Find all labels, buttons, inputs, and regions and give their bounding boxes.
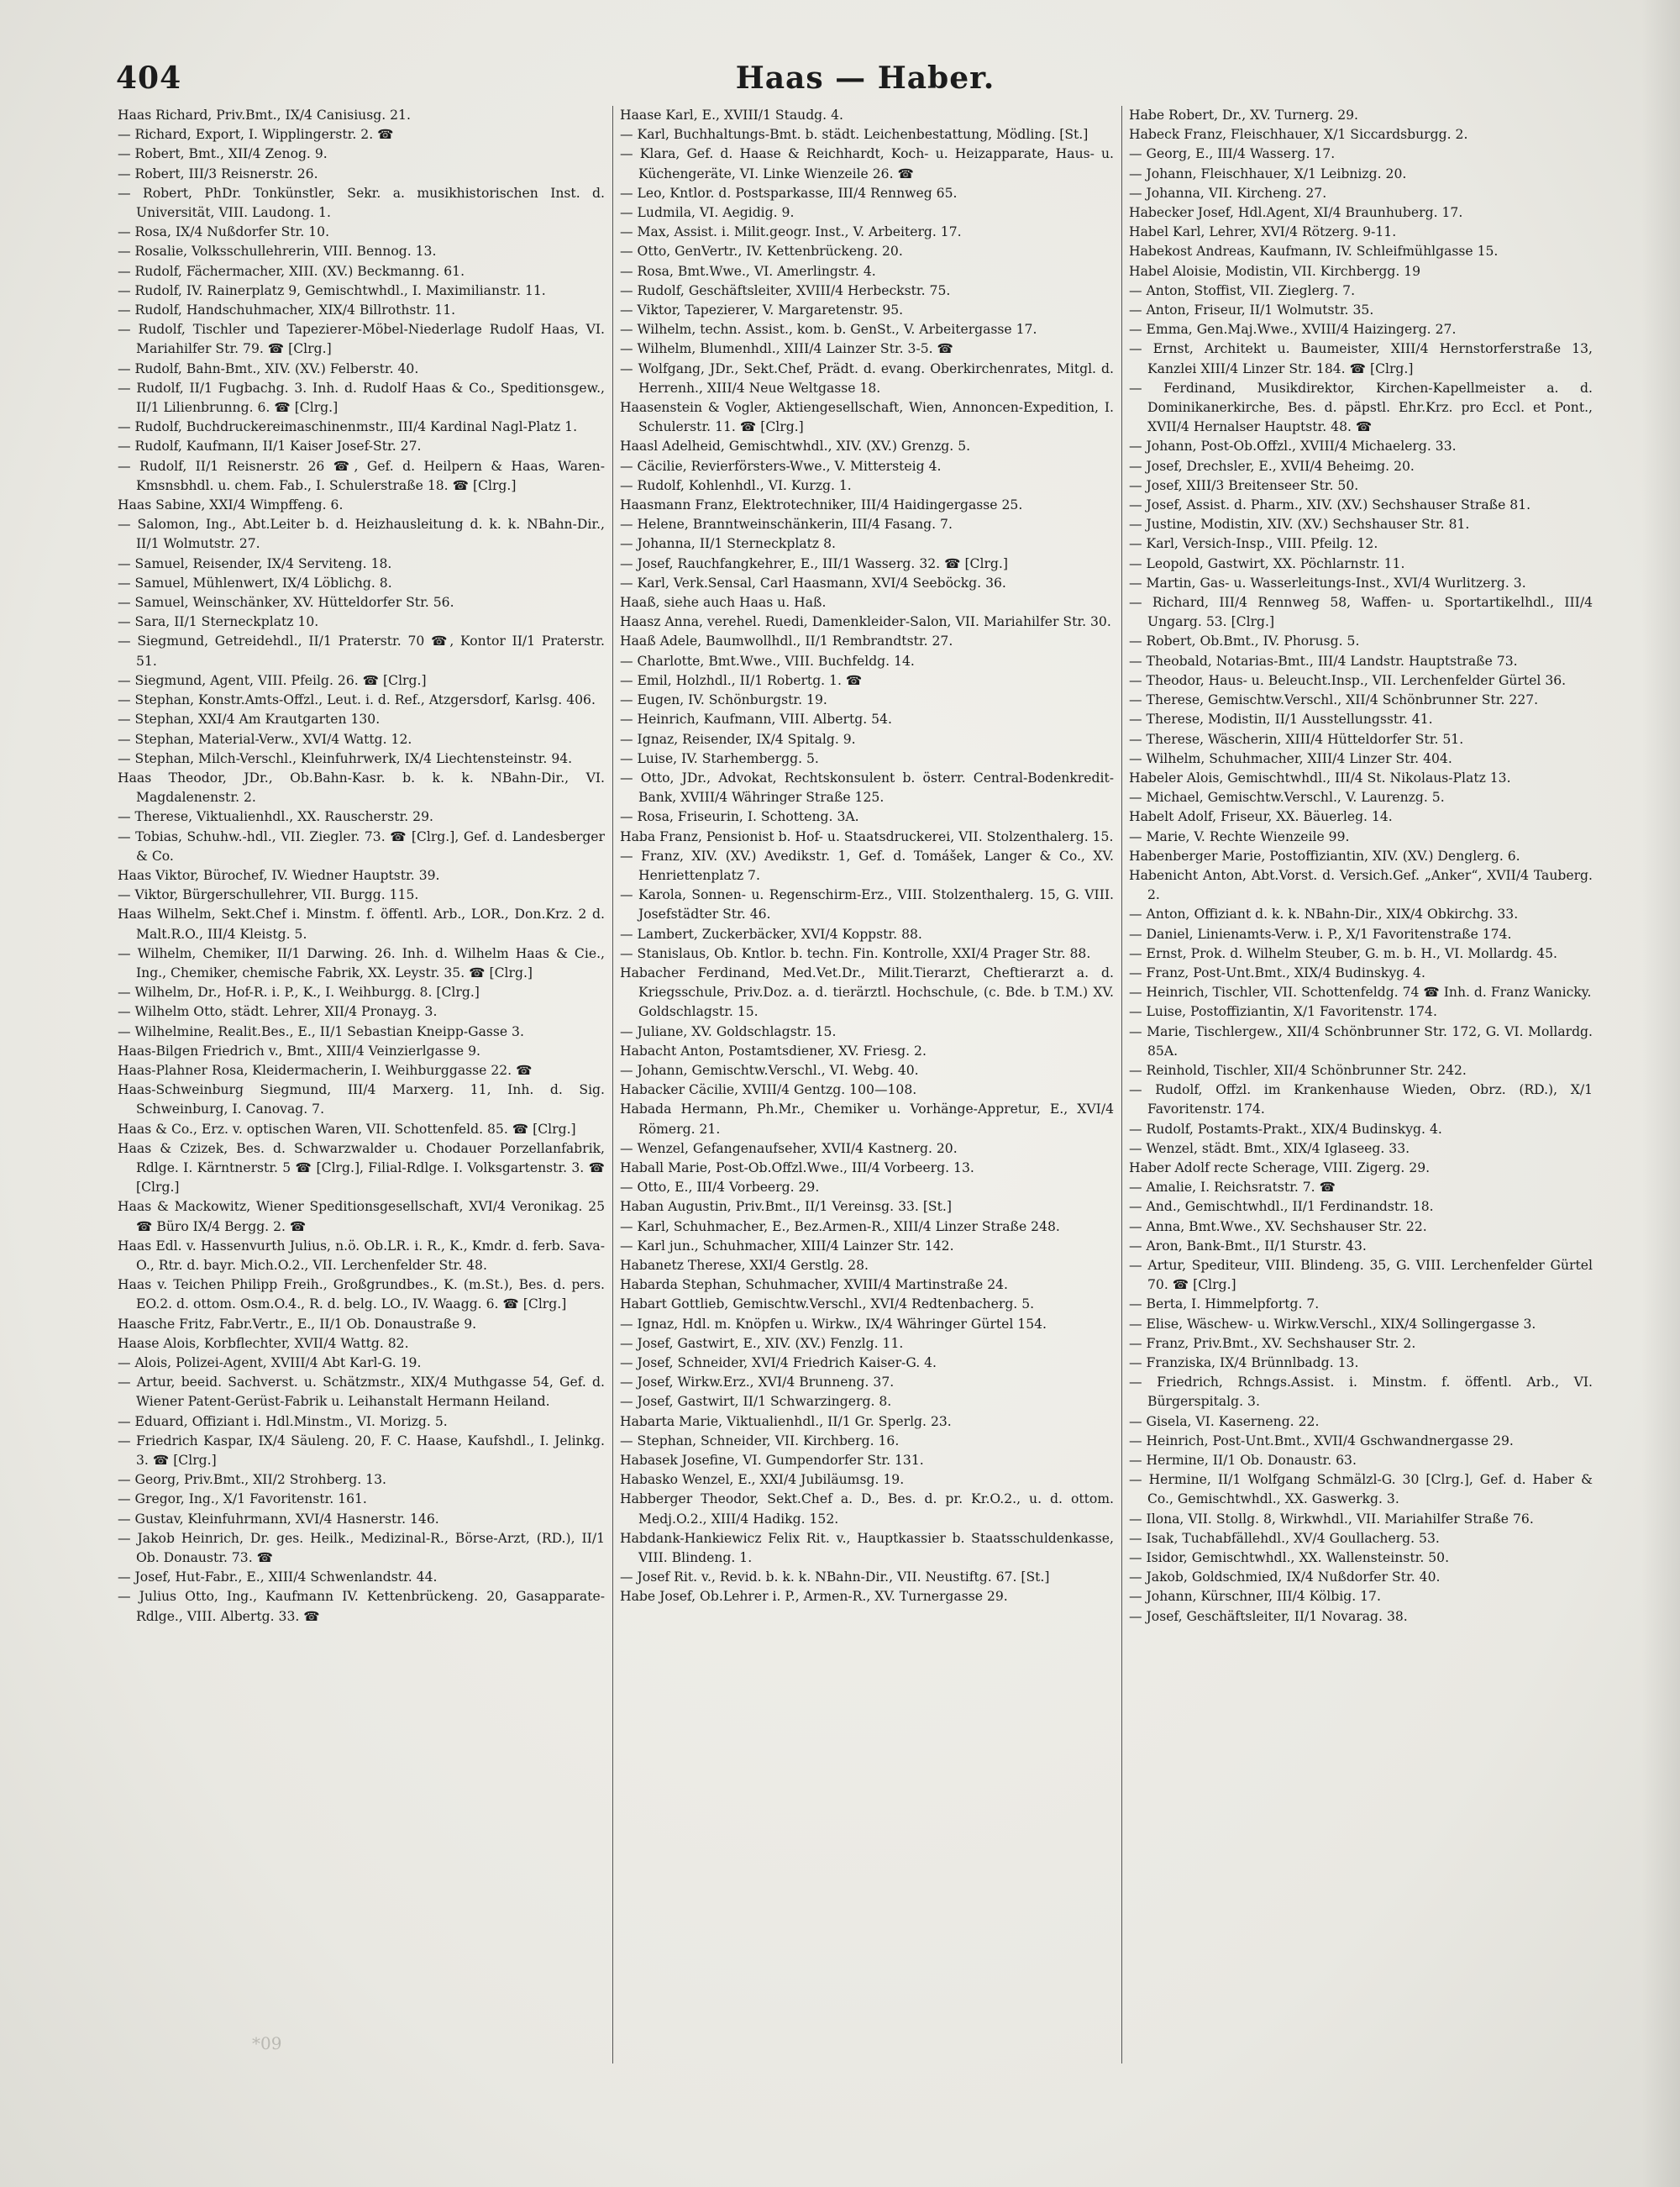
directory-entry: Haase Karl, E., XVIII/1 Staudg. 4. bbox=[620, 108, 843, 123]
directory-entry: — Rudolf, IV. Rainerplatz 9, Gemischtwhdl., I. Maximilianstr. 11. bbox=[118, 282, 546, 298]
directory-entry: — Rosa, Friseurin, I. Schotteng. 3A. bbox=[620, 809, 859, 825]
directory-entry: — Ludmila, VI. Aegidig. 9. bbox=[620, 205, 795, 221]
directory-entry: — Josef, Schneider, XVI/4 Friedrich Kaiser-G. 4. bbox=[620, 1355, 937, 1370]
directory-entry: — Josef, XIII/3 Breitenseer Str. 50. bbox=[1129, 477, 1359, 493]
directory-entry: — Heinrich, Tischler, VII. Schottenfeldg. 74 ☎ Inh. d. Franz Wanicky. bbox=[1129, 985, 1592, 1001]
directory-entry: — Klara, Gef. d. Haase & Reichhardt, Koch- u. Heizapparate, Haus- u. Küchengeräte, VI. Linke Wienzeile 26. ☎ bbox=[620, 146, 1114, 181]
directory-entry: — Samuel, Reisender, IX/4 Serviteng. 18. bbox=[118, 555, 392, 571]
directory-entry: — Leo, Kntlor. d. Postsparkasse, III/4 Rennweg 65. bbox=[620, 185, 958, 201]
directory-entry: — Rudolf, Kaufmann, II/1 Kaiser Josef-Str. 27. bbox=[118, 439, 422, 455]
directory-entry: — Otto, E., III/4 Vorbeerg. 29. bbox=[620, 1180, 820, 1196]
directory-entry: Habe Josef, Ob.Lehrer i. P., Armen-R., XV. Turnergasse 29. bbox=[620, 1589, 1008, 1605]
directory-entry: — Charlotte, Bmt.Wwe., VIII. Buchfeldg. 14. bbox=[620, 653, 915, 669]
directory-entry: — Emma, Gen.Maj.Wwe., XVIII/4 Haizingerg. 27. bbox=[1129, 322, 1457, 338]
directory-entry: — Luise, Postoffiziantin, X/1 Favoritenstr. 174. bbox=[1129, 1004, 1437, 1020]
directory-entry: — Anna, Bmt.Wwe., XV. Sechshauser Str. 22. bbox=[1129, 1218, 1427, 1234]
directory-entry: Haas Edl. v. Hassenvurth Julius, n.ö. Ob.LR. i. R., K., Kmdr. d. ferb. Sava-O., Rtr. d. bayr. Mich.O.2., VII. Lerchenfelder Str. 48. bbox=[118, 1238, 605, 1273]
directory-entry: — Johanna, II/1 Sterneckplatz 8. bbox=[620, 536, 836, 552]
directory-entry: — Sara, II/1 Sterneckplatz 10. bbox=[118, 614, 319, 630]
directory-entry: Habacker Cäcilie, XVIII/4 Gentzg. 100—108. bbox=[620, 1082, 917, 1098]
directory-entry: — Wilhelm, Schuhmacher, XIII/4 Linzer Str. 404. bbox=[1129, 750, 1452, 766]
directory-entry: — Robert, Bmt., XII/4 Zenog. 9. bbox=[118, 146, 328, 162]
directory-column-1 bbox=[118, 106, 605, 2063]
directory-entry: — Karl, Buchhaltungs-Bmt. b. städt. Leichenbestattung, Mödling. [St.] bbox=[620, 127, 1089, 143]
directory-entry: Habacht Anton, Postamtsdiener, XV. Friesg. 2. bbox=[620, 1043, 927, 1059]
directory-entry: Habarda Stephan, Schuhmacher, XVIII/4 Martinstraße 24. bbox=[620, 1277, 1009, 1293]
directory-entry: — Rudolf, Postamts-Prakt., XIX/4 Budinskyg. 4. bbox=[1129, 1121, 1442, 1137]
directory-entry: Habada Hermann, Ph.Mr., Chemiker u. Vorhänge-Appretur, E., XVI/4 Römerg. 21. bbox=[620, 1101, 1114, 1137]
directory-entry: Haas v. Teichen Philipp Freih., Großgrundbes., K. (m.St.), Bes. d. pers. EO.2. d. ottom. Osm.O.4., R. d. belg. LO., IV. Waagg. 6. ☎ [Clrg.] bbox=[118, 1277, 605, 1312]
directory-entry: — Karl, Versich-Insp., VIII. Pfeilg. 12. bbox=[1129, 536, 1378, 552]
directory-entry: — Friedrich, Rchngs.Assist. i. Minstm. f. öffentl. Arb., VI. Bürgerspitalg. 3. bbox=[1129, 1375, 1593, 1410]
directory-entry: — Franz, XIV. (XV.) Avedikstr. 1, Gef. d. Tomášek, Langer & Co., XV. Henriettenplatz 7. bbox=[620, 848, 1114, 883]
directory-entry: Haas Viktor, Bürochef, IV. Wiedner Hauptstr. 39. bbox=[118, 867, 440, 883]
directory-entry: — Rudolf, II/1 Fugbachg. 3. Inh. d. Rudolf Haas & Co., Speditionsgew., II/1 Lilienbrunng. 6. ☎ [Clrg.] bbox=[118, 380, 605, 416]
directory-entry: — Julius Otto, Ing., Kaufmann IV. Kettenbrückeng. 20, Gasapparate-Rdlge., VIII. Albertg. 33. ☎ bbox=[118, 1589, 605, 1624]
directory-entry: — Karl, Verk.Sensal, Carl Haasmann, XVI/4 Seeböckg. 36. bbox=[620, 575, 1006, 591]
directory-entry: Habecker Josef, Hdl.Agent, XI/4 Braunhuberg. 17. bbox=[1129, 205, 1463, 221]
directory-entry: — Heinrich, Post-Unt.Bmt., XVII/4 Gschwandnergasse 29. bbox=[1129, 1433, 1514, 1448]
directory-entry: — Therese, Modistin, II/1 Ausstellungsstr. 41. bbox=[1129, 712, 1433, 728]
directory-entry: — Isidor, Gemischtwhdl., XX. Wallensteinstr. 50. bbox=[1129, 1550, 1450, 1566]
directory-entry: — Stephan, Milch-Verschl., Kleinfuhrwerk, IX/4 Liechtensteinstr. 94. bbox=[118, 750, 573, 766]
directory-entry: Haba Franz, Pensionist b. Hof- u. Staatsdruckerei, VII. Stolzenthalerg. 15. bbox=[620, 828, 1114, 844]
directory-entry: — Rudolf, Offzl. im Krankenhause Wieden, Obrz. (RD.), X/1 Favoritenstr. 174. bbox=[1129, 1082, 1593, 1117]
directory-entry: Haasmann Franz, Elektrotechniker, III/4 Haidingergasse 25. bbox=[620, 497, 1023, 513]
directory-entry: Habel Aloisie, Modistin, VII. Kirchbergg. 19 bbox=[1129, 263, 1421, 279]
directory-entry: — Therese, Viktualienhdl., XX. Rauscherstr. 29. bbox=[118, 809, 433, 825]
directory-entry: — Martin, Gas- u. Wasserleitungs-Inst., XVI/4 Wurlitzerg. 3. bbox=[1129, 575, 1526, 591]
directory-entry: — Siegmund, Getreidehdl., II/1 Praterstr. 70 ☎, Kontor II/1 Praterstr. 51. bbox=[118, 633, 605, 669]
directory-entry: — Isak, Tuchabfällehdl., XV/4 Goullacherg. 53. bbox=[1129, 1530, 1440, 1546]
directory-entry: — Josef, Drechsler, E., XVII/4 Beheimg. 20. bbox=[1129, 458, 1415, 474]
running-head: Haas — Haber. bbox=[735, 60, 995, 96]
directory-entry: Haas & Mackowitz, Wiener Speditionsgesellschaft, XVI/4 Veronikag. 25 ☎ Büro IX/4 Bergg. 2. ☎ bbox=[118, 1199, 605, 1234]
directory-entry: — Rudolf, Tischler und Tapezierer-Möbel-Niederlage Rudolf Haas, VI. Mariahilfer Str. 79. ☎ [Clrg.] bbox=[118, 322, 605, 357]
directory-entry: — Wilhelmine, Realit.Bes., E., II/1 Sebastian Kneipp-Gasse 3. bbox=[118, 1023, 524, 1039]
directory-entry: — Luise, IV. Starhembergg. 5. bbox=[620, 750, 819, 766]
directory-entry: — Ernst, Architekt u. Baumeister, XIII/4 Hernstorferstraße 13, Kanzlei XIII/4 Linzer Str. 184. ☎ [Clrg.] bbox=[1129, 341, 1593, 376]
directory-entry: Haas-Schweinburg Siegmund, III/4 Marxerg. 11, Inh. d. Sig. Schweinburg, I. Canovag. 7. bbox=[118, 1082, 605, 1117]
directory-entry: — Rudolf, Geschäftsleiter, XVIII/4 Herbeckstr. 75. bbox=[620, 282, 951, 298]
directory-entry: — Anton, Offiziant d. k. k. NBahn-Dir., XIX/4 Obkirchg. 33. bbox=[1129, 907, 1519, 923]
directory-entry: Habekost Andreas, Kaufmann, IV. Schleifmühlgasse 15. bbox=[1129, 244, 1499, 260]
directory-entry: — Lambert, Zuckerbäcker, XVI/4 Koppstr. 88. bbox=[620, 926, 922, 942]
directory-entry: — Leopold, Gastwirt, XX. Pöchlarnstr. 11. bbox=[1129, 555, 1405, 571]
directory-entry: Haasche Fritz, Fabr.Vertr., E., II/1 Ob. Donaustraße 9. bbox=[118, 1316, 477, 1332]
directory-entry: Habanetz Therese, XXI/4 Gerstlg. 28. bbox=[620, 1257, 869, 1273]
directory-entry: — Rudolf, Kohlenhdl., VI. Kurzg. 1. bbox=[620, 477, 852, 493]
directory-entry: — Eduard, Offiziant i. Hdl.Minstm., VI. Morizg. 5. bbox=[118, 1413, 448, 1429]
directory-entry: Haas Theodor, JDr., Ob.Bahn-Kasr. b. k. k. NBahn-Dir., VI. Magdalenenstr. 2. bbox=[118, 770, 605, 806]
directory-entry: Habarta Marie, Viktualienhdl., II/1 Gr. Sperlg. 23. bbox=[620, 1413, 952, 1429]
directory-entry: — Otto, JDr., Advokat, Rechtskonsulent b. österr. Central-Bodenkredit-Bank, XVIII/4 Währinger Straße 125. bbox=[620, 770, 1114, 806]
directory-entry: Habasko Wenzel, E., XXI/4 Jubiläumsg. 19. bbox=[620, 1472, 905, 1488]
directory-entry: Habe Robert, Dr., XV. Turnerg. 29. bbox=[1129, 108, 1359, 123]
directory-entry: Habeck Franz, Fleischhauer, X/1 Siccardsburgg. 2. bbox=[1129, 127, 1468, 143]
page-footer-mark: *09 bbox=[252, 2033, 282, 2053]
directory-entry: — Johann, Post-Ob.Offzl., XVIII/4 Michaelerg. 33. bbox=[1129, 439, 1457, 455]
directory-entry: — Rosa, IX/4 Nußdorfer Str. 10. bbox=[118, 224, 330, 240]
directory-entry: — Georg, E., III/4 Wasserg. 17. bbox=[1129, 146, 1336, 162]
directory-entry: — Stephan, XXI/4 Am Krautgarten 130. bbox=[118, 712, 381, 728]
directory-entry: — Theodor, Haus- u. Beleucht.Insp., VII. Lerchenfelder Gürtel 36. bbox=[1129, 672, 1567, 688]
directory-entry: — Justine, Modistin, XIV. (XV.) Sechshauser Str. 81. bbox=[1129, 517, 1470, 533]
directory-entry: — Josef, Gastwirt, E., XIV. (XV.) Fenzlg. 11. bbox=[620, 1335, 904, 1351]
directory-entry: — Ferdinand, Musikdirektor, Kirchen-Kapellmeister a. d. Dominikanerkirche, Bes. d. päpstl. Ehr.Krz. pro Eccl. et Pont., XVII/4 Hernalser Hauptstr. 48. ☎ bbox=[1129, 380, 1593, 435]
directory-entry: — Wilhelm, Chemiker, II/1 Darwing. 26. Inh. d. Wilhelm Haas & Cie., Ing., Chemiker, chemische Fabrik, XX. Leystr. 35. ☎ [Clrg.] bbox=[118, 945, 605, 980]
directory-entry: Habenberger Marie, Postoffiziantin, XIV. (XV.) Denglerg. 6. bbox=[1129, 848, 1520, 864]
directory-entry: — Georg, Priv.Bmt., XII/2 Strohberg. 13. bbox=[118, 1472, 386, 1488]
directory-entry: — Robert, Ob.Bmt., IV. Phorusg. 5. bbox=[1129, 633, 1360, 649]
directory-entry: — Daniel, Linienamts-Verw. i. P., X/1 Favoritenstraße 174. bbox=[1129, 926, 1512, 942]
directory-entry: Haas Richard, Priv.Bmt., IX/4 Canisiusg. 21. bbox=[118, 108, 411, 123]
directory-column-2 bbox=[620, 106, 1114, 2063]
directory-entry: — Elise, Wäschew- u. Wirkw.Verschl., XIX/4 Sollingergasse 3. bbox=[1129, 1316, 1536, 1332]
directory-entry: — Robert, III/3 Reisnerstr. 26. bbox=[118, 166, 318, 181]
directory-entry: Habart Gottlieb, Gemischtw.Verschl., XVI/4 Redtenbacherg. 5. bbox=[620, 1296, 1035, 1312]
directory-entry: — Alois, Polizei-Agent, XVIII/4 Abt Karl-G. 19. bbox=[118, 1355, 422, 1370]
directory-entry: — Reinhold, Tischler, XII/4 Schönbrunner Str. 242. bbox=[1129, 1062, 1467, 1078]
directory-entry: Haball Marie, Post-Ob.Offzl.Wwe., III/4 Vorbeerg. 13. bbox=[620, 1159, 974, 1175]
directory-entry: — Karl jun., Schuhmacher, XIII/4 Lainzer Str. 142. bbox=[620, 1238, 954, 1254]
directory-entry: — Friedrich Kaspar, IX/4 Säuleng. 20, F. C. Haase, Kaufshdl., I. Jelinkg. 3. ☎ [Clrg.] bbox=[118, 1433, 605, 1469]
directory-entry: — Johann, Kürschner, III/4 Kölbig. 17. bbox=[1129, 1589, 1381, 1605]
directory-entry: — Wolfgang, JDr., Sekt.Chef, Prädt. d. evang. Oberkirchenrates, Mitgl. d. Herrenh., XIII/4 Neue Weltgasse 18. bbox=[620, 360, 1114, 396]
directory-entry: — Johann, Fleischhauer, X/1 Leibnizg. 20. bbox=[1129, 166, 1407, 181]
directory-entry: — Gregor, Ing., X/1 Favoritenstr. 161. bbox=[118, 1491, 367, 1507]
directory-entry: Haasl Adelheid, Gemischtwhdl., XIV. (XV.) Grenzg. 5. bbox=[620, 439, 971, 455]
directory-entry: Haber Adolf recte Scherage, VIII. Zigerg. 29. bbox=[1129, 1159, 1431, 1175]
directory-entry: — Rudolf, II/1 Reisnerstr. 26 ☎, Gef. d. Heilpern & Haas, Waren-Kmsnsbhdl. u. chem. Fab., I. Schulerstraße 18. ☎ [Clrg.] bbox=[118, 458, 605, 493]
directory-column-3 bbox=[1129, 106, 1593, 2063]
directory-entry: Haas Wilhelm, Sekt.Chef i. Minstm. f. öffentl. Arb., LOR., Don.Krz. 2 d. Malt.R.O., III/4 Kleistg. 5. bbox=[118, 907, 605, 942]
directory-entry: — Stephan, Schneider, VII. Kirchberg. 16. bbox=[620, 1433, 900, 1448]
directory-entry: — Marie, V. Rechte Wienzeile 99. bbox=[1129, 828, 1350, 844]
directory-entry: — Anton, Friseur, II/1 Wolmutstr. 35. bbox=[1129, 302, 1374, 318]
directory-entry: — Jakob Heinrich, Dr. ges. Heilk., Medizinal-R., Börse-Arzt, (RD.), II/1 Ob. Donaustr. 73. ☎ bbox=[118, 1530, 605, 1566]
directory-entry: — Ignaz, Hdl. m. Knöpfen u. Wirkw., IX/4 Währinger Gürtel 154. bbox=[620, 1316, 1047, 1332]
directory-entry: — Therese, Wäscherin, XIII/4 Hütteldorfer Str. 51. bbox=[1129, 731, 1464, 747]
directory-entry: — Tobias, Schuhw.-hdl., VII. Ziegler. 73. ☎ [Clrg.], Gef. d. Landesberger & Co. bbox=[118, 828, 605, 864]
directory-entry: — Viktor, Tapezierer, V. Margaretenstr. 95. bbox=[620, 302, 904, 318]
directory-entry: Haase Alois, Korbflechter, XVII/4 Wattg. 82. bbox=[118, 1335, 409, 1351]
directory-entry: — Rudolf, Buchdruckereimaschinenmstr., III/4 Kardinal Nagl-Platz 1. bbox=[118, 419, 578, 435]
directory-entry: Habelt Adolf, Friseur, XX. Bäuerleg. 14. bbox=[1129, 809, 1393, 825]
directory-entry: — Ernst, Prok. d. Wilhelm Steuber, G. m. b. H., VI. Mollardg. 45. bbox=[1129, 945, 1557, 961]
directory-entry: — Josef, Geschäftsleiter, II/1 Novarag. 38. bbox=[1129, 1608, 1408, 1624]
directory-entry: — Josef, Gastwirt, II/1 Schwarzingerg. 8. bbox=[620, 1394, 892, 1410]
directory-entry: — Rudolf, Bahn-Bmt., XIV. (XV.) Felberstr. 40. bbox=[118, 360, 419, 376]
directory-entry: — Rosalie, Volksschullehrerin, VIII. Bennog. 13. bbox=[118, 244, 437, 260]
directory-entry: — Stephan, Konstr.Amts-Offzl., Leut. i. d. Ref., Atzgersdorf, Karlsg. 406. bbox=[118, 692, 596, 708]
directory-entry: — Wenzel, Gefangenaufseher, XVII/4 Kastnerg. 20. bbox=[620, 1140, 958, 1156]
directory-entry: — Cäcilie, Revierförsters-Wwe., V. Mittersteig 4. bbox=[620, 458, 942, 474]
directory-entry: — Samuel, Mühlenwert, IX/4 Löblichg. 8. bbox=[118, 575, 392, 591]
directory-entry: — Josef, Rauchfangkehrer, E., III/1 Wasserg. 32. ☎ [Clrg.] bbox=[620, 555, 1008, 571]
directory-entry: — Franz, Post-Unt.Bmt., XIX/4 Budinskyg. 4. bbox=[1129, 965, 1425, 980]
directory-entry: — Franz, Priv.Bmt., XV. Sechshauser Str. 2. bbox=[1129, 1335, 1416, 1351]
directory-entry: — Rosa, Bmt.Wwe., VI. Amerlingstr. 4. bbox=[620, 263, 876, 279]
directory-entry: — Juliane, XV. Goldschlagstr. 15. bbox=[620, 1023, 837, 1039]
directory-entry: Haasenstein & Vogler, Aktiengesellschaft, Wien, Annoncen-Expedition, I. Schulerstr. 11. ☎ [Clrg.] bbox=[620, 400, 1114, 435]
directory-entry: — Karola, Sonnen- u. Regenschirm-Erz., VIII. Stolzenthalerg. 15, G. VIII. Josefstädter Str. 46. bbox=[620, 887, 1114, 923]
directory-entry: Haas & Co., Erz. v. optischen Waren, VII. Schottenfeld. 85. ☎ [Clrg.] bbox=[118, 1121, 576, 1137]
directory-entry: — Josef Rit. v., Revid. b. k. k. NBahn-Dir., VII. Neustiftg. 67. [St.] bbox=[620, 1569, 1050, 1585]
column-divider bbox=[612, 106, 613, 2063]
directory-entry: Haas-Plahner Rosa, Kleidermacherin, I. Weihburggasse 22. ☎ bbox=[118, 1062, 533, 1078]
directory-entry: — Josef, Hut-Fabr., E., XIII/4 Schwenlandstr. 44. bbox=[118, 1569, 438, 1585]
directory-entry: — Johann, Gemischtw.Verschl., VI. Webg. 40. bbox=[620, 1062, 919, 1078]
directory-entry: — Salomon, Ing., Abt.Leiter b. d. Heizhausleitung d. k. k. NBahn-Dir., II/1 Wolmutstr. 27. bbox=[118, 517, 605, 552]
directory-entry: — Max, Assist. i. Milit.geogr. Inst., V. Arbeiterg. 17. bbox=[620, 224, 962, 240]
directory-entry: — Emil, Holzhdl., II/1 Robertg. 1. ☎ bbox=[620, 672, 863, 688]
directory-entry: — Amalie, I. Reichsratstr. 7. ☎ bbox=[1129, 1180, 1336, 1196]
directory-entry: — Gustav, Kleinfuhrmann, XVI/4 Hasnerstr. 146. bbox=[118, 1511, 439, 1527]
directory-entry: — And., Gemischtwhdl., II/1 Ferdinandstr. 18. bbox=[1129, 1199, 1434, 1215]
page-number: 404 bbox=[116, 60, 182, 96]
directory-entry: — Karl, Schuhmacher, E., Bez.Armen-R., XIII/4 Linzer Straße 248. bbox=[620, 1218, 1060, 1234]
directory-entry: — Stephan, Material-Verw., XVI/4 Wattg. 12. bbox=[118, 731, 412, 747]
directory-entry: Haaß Adele, Baumwollhdl., II/1 Rembrandtstr. 27. bbox=[620, 633, 953, 649]
page-edge-shadow bbox=[1641, 0, 1680, 2187]
directory-entry: — Hermine, II/1 Wolfgang Schmälzl-G. 30 [Clrg.], Gef. d. Haber & Co., Gemischtwhdl., XX. Gaswerkg. 3. bbox=[1129, 1472, 1593, 1507]
directory-entry: Habasek Josefine, VI. Gumpendorfer Str. 131. bbox=[620, 1453, 924, 1469]
directory-entry: Habdank-Hankiewicz Felix Rit. v., Hauptkassier b. Staatsschuldenkasse, VIII. Blindeng. 1. bbox=[620, 1530, 1114, 1566]
directory-entry: Haas-Bilgen Friedrich v., Bmt., XIII/4 Veinzierlgasse 9. bbox=[118, 1043, 480, 1059]
directory-entry: — Marie, Tischlergew., XII/4 Schönbrunner Str. 172, G. VI. Mollardg. 85A. bbox=[1129, 1023, 1593, 1059]
directory-entry: — Otto, GenVertr., IV. Kettenbrückeng. 20. bbox=[620, 244, 903, 260]
directory-entry: — Artur, beeid. Sachverst. u. Schätzmstr., XIX/4 Muthgasse 54, Gef. d. Wiener Patent-Gerüst-Fabrik u. Leihanstalt Hermann Heiland. bbox=[118, 1375, 605, 1410]
directory-entry: — Ignaz, Reisender, IX/4 Spitalg. 9. bbox=[620, 731, 856, 747]
directory-entry: — Berta, I. Himmelpfortg. 7. bbox=[1129, 1296, 1320, 1312]
directory-entry: — Helene, Branntweinschänkerin, III/4 Fasang. 7. bbox=[620, 517, 953, 533]
directory-entry: — Viktor, Bürgerschullehrer, VII. Burgg. 115. bbox=[118, 887, 419, 903]
directory-entry: — Johanna, VII. Kircheng. 27. bbox=[1129, 185, 1327, 201]
directory-entry: — Siegmund, Agent, VIII. Pfeilg. 26. ☎ [Clrg.] bbox=[118, 672, 427, 688]
directory-entry: — Wilhelm, techn. Assist., kom. b. GenSt., V. Arbeitergasse 17. bbox=[620, 322, 1037, 338]
directory-entry: — Stanislaus, Ob. Kntlor. b. techn. Fin. Kontrolle, XXI/4 Prager Str. 88. bbox=[620, 945, 1091, 961]
directory-entry: — Heinrich, Kaufmann, VIII. Albertg. 54. bbox=[620, 712, 892, 728]
directory-entry: — Wilhelm, Blumenhdl., XIII/4 Lainzer Str. 3-5. ☎ bbox=[620, 341, 953, 357]
directory-entry: — Josef, Assist. d. Pharm., XIV. (XV.) Sechshauser Straße 81. bbox=[1129, 497, 1531, 513]
directory-entry: — Rudolf, Fächermacher, XIII. (XV.) Beckmanng. 61. bbox=[118, 263, 465, 279]
directory-entry: Haasz Anna, verehel. Ruedi, Damenkleider-Salon, VII. Mariahilfer Str. 30. bbox=[620, 614, 1111, 630]
directory-entry: — Anton, Stoffist, VII. Zieglerg. 7. bbox=[1129, 282, 1356, 298]
directory-entry: — Artur, Spediteur, VIII. Blindeng. 35, G. VIII. Lerchenfelder Gürtel 70. ☎ [Clrg.] bbox=[1129, 1257, 1593, 1293]
directory-entry: — Gisela, VI. Kaserneng. 22. bbox=[1129, 1413, 1320, 1429]
directory-entry: — Ilona, VII. Stollg. 8, Wirkwhdl., VII. Mariahilfer Straße 76. bbox=[1129, 1511, 1534, 1527]
directory-entry: — Robert, PhDr. Tonkünstler, Sekr. a. musikhistorischen Inst. d. Universität, VIII. Laudong. 1. bbox=[118, 185, 605, 221]
directory-entry: Habacher Ferdinand, Med.Vet.Dr., Milit.Tierarzt, Cheftierarzt a. d. Kriegsschule, Priv.Doz. a. d. tierärztl. Hochschule, (c. Bde. b T.M.) XV. Goldschlagstr. 15. bbox=[620, 965, 1114, 1020]
directory-entry: — Michael, Gemischtw.Verschl., V. Laurenzg. 5. bbox=[1129, 790, 1445, 806]
directory-entry: Habberger Theodor, Sekt.Chef a. D., Bes. d. pr. Kr.O.2., u. d. ottom. Medj.O.2., XIII/4 Hadikg. 152. bbox=[620, 1491, 1114, 1527]
directory-entry: — Therese, Gemischtw.Verschl., XII/4 Schönbrunner Str. 227. bbox=[1129, 692, 1539, 708]
directory-entry: Habel Karl, Lehrer, XVI/4 Rötzerg. 9-11. bbox=[1129, 224, 1397, 240]
directory-entry: — Wilhelm, Dr., Hof-R. i. P., K., I. Weihburgg. 8. [Clrg.] bbox=[118, 985, 480, 1001]
directory-entry: Haas Sabine, XXI/4 Wimpffeng. 6. bbox=[118, 497, 344, 513]
directory-entry: Haas & Czizek, Bes. d. Schwarzwalder u. Chodauer Porzellanfabrik, Rdlge. I. Kärntnerstr. 5 ☎ [Clrg.], Filial-Rdlge. I. Volksgartenstr. 3. ☎ [Clrg.] bbox=[118, 1140, 605, 1196]
directory-entry: — Hermine, II/1 Ob. Donaustr. 63. bbox=[1129, 1453, 1357, 1469]
column-divider bbox=[1121, 106, 1122, 2063]
directory-entry: — Theobald, Notarias-Bmt., III/4 Landstr. Hauptstraße 73. bbox=[1129, 653, 1518, 669]
directory-entry: — Jakob, Goldschmied, IX/4 Nußdorfer Str. 40. bbox=[1129, 1569, 1441, 1585]
directory-entry: Habeler Alois, Gemischtwhdl., III/4 St. Nikolaus-Platz 13. bbox=[1129, 770, 1511, 786]
directory-entry: Haban Augustin, Priv.Bmt., II/1 Vereinsg. 33. [St.] bbox=[620, 1199, 952, 1215]
directory-entry: — Richard, III/4 Rennweg 58, Waffen- u. Sportartikelhdl., III/4 Ungarg. 53. [Clrg.] bbox=[1129, 595, 1593, 630]
directory-entry: — Aron, Bank-Bmt., II/1 Sturstr. 43. bbox=[1129, 1238, 1367, 1254]
directory-entry: — Richard, Export, I. Wipplingerstr. 2. ☎ bbox=[118, 127, 394, 143]
directory-entry: — Rudolf, Handschuhmacher, XIX/4 Billrothstr. 11. bbox=[118, 302, 456, 318]
directory-entry: Haaß, siehe auch Haas u. Haß. bbox=[620, 595, 827, 611]
directory-entry: — Wilhelm Otto, städt. Lehrer, XII/4 Pronayg. 3. bbox=[118, 1004, 438, 1020]
directory-entry: — Samuel, Weinschänker, XV. Hütteldorfer Str. 56. bbox=[118, 595, 454, 611]
directory-entry: Habenicht Anton, Abt.Vorst. d. Versich.Gef. „Anker“, XVII/4 Tauberg. 2. bbox=[1129, 867, 1593, 903]
directory-entry: — Josef, Wirkw.Erz., XVI/4 Brunneng. 37. bbox=[620, 1375, 895, 1391]
directory-entry: — Eugen, IV. Schönburgstr. 19. bbox=[620, 692, 827, 708]
directory-entry: — Franziska, IX/4 Brünnlbadg. 13. bbox=[1129, 1355, 1359, 1370]
directory-entry: — Wenzel, städt. Bmt., XIX/4 Iglaseeg. 33. bbox=[1129, 1140, 1410, 1156]
